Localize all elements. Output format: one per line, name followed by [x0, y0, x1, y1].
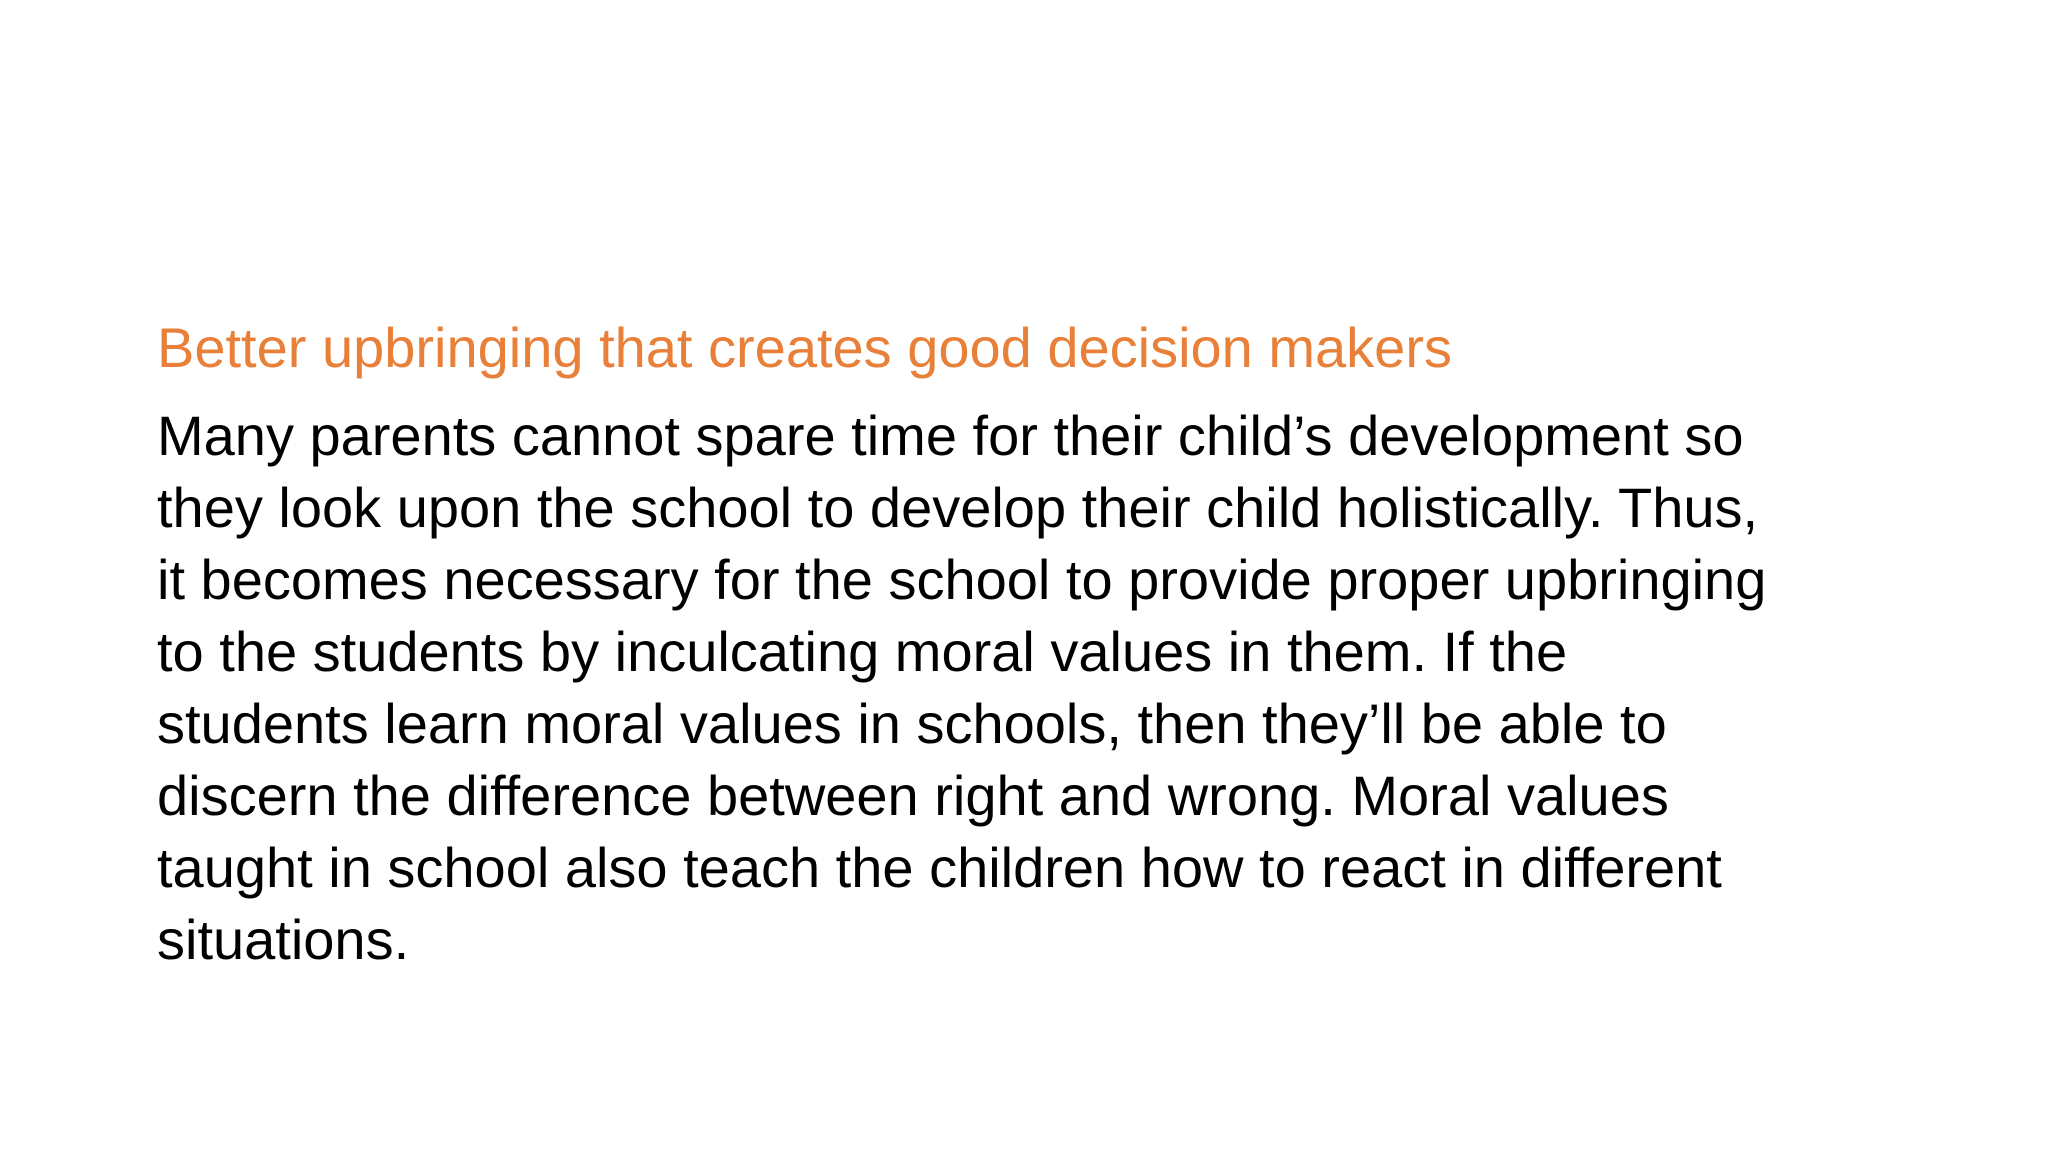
body-line: situations. — [157, 908, 410, 971]
body-line: they look upon the school to develop their child holistically. Thus, — [157, 476, 1759, 539]
body-line: Many parents cannot spare time for their child’s development so — [157, 404, 1744, 467]
slide-content — [157, 312, 1937, 976]
slide-heading: Better upbringing that creates good decision makers — [157, 316, 1452, 379]
body-line: students learn moral values in schools, then they’ll be able to — [157, 692, 1667, 755]
body-line: to the students by inculcating moral values in them. If the — [157, 620, 1568, 683]
body-line: discern the difference between right and wrong. Moral values — [157, 764, 1669, 827]
slide-body-text — [157, 400, 1937, 976]
body-line: taught in school also teach the children how to react in different — [157, 836, 1722, 899]
body-line: it becomes necessary for the school to provide proper upbringing — [157, 548, 1767, 611]
